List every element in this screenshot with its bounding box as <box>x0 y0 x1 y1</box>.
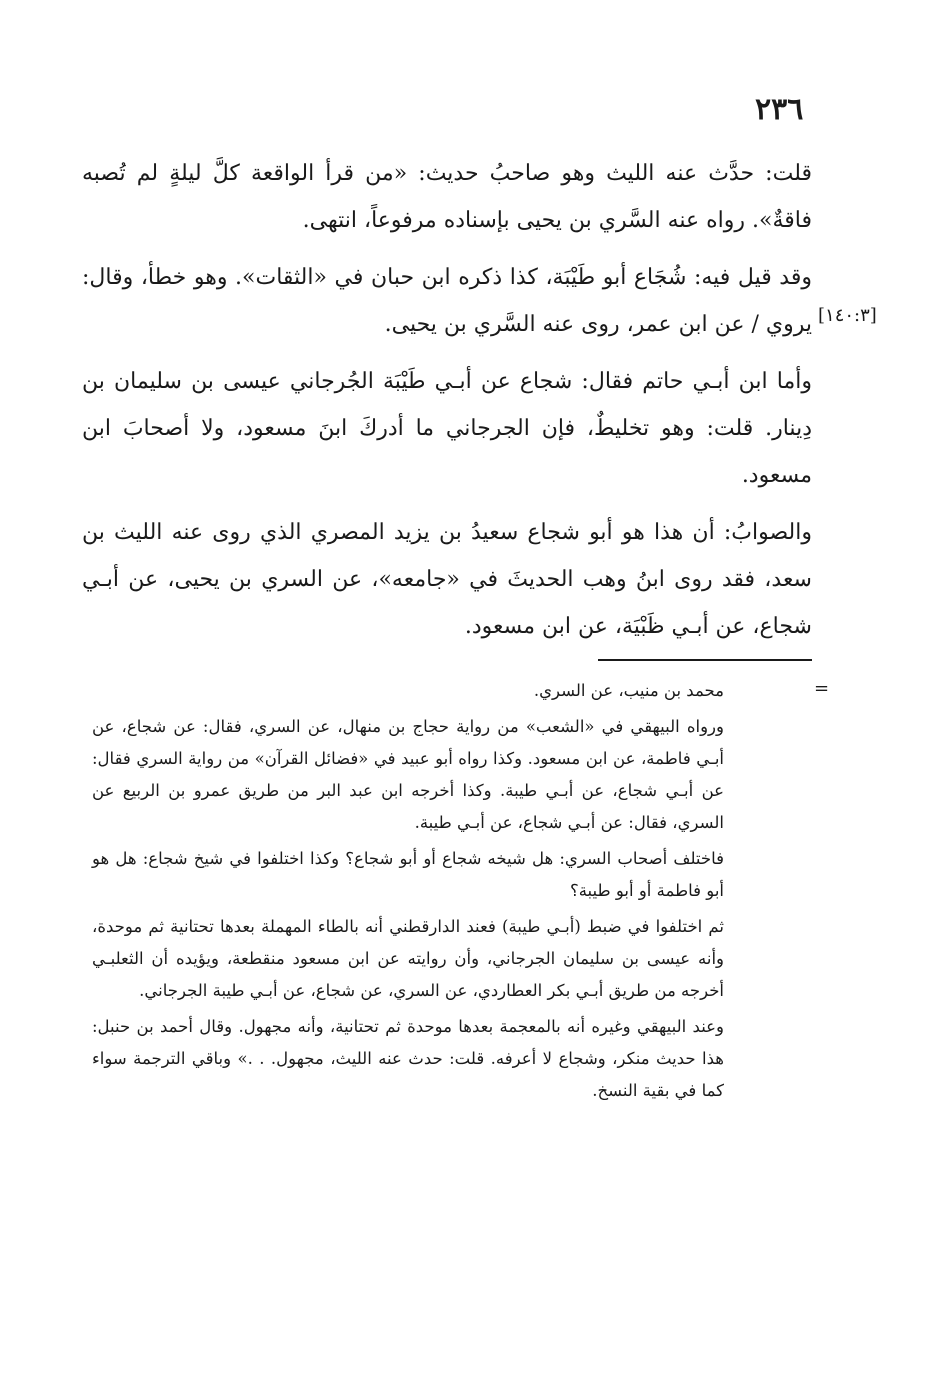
footnote-continuation-marker: = <box>814 678 830 699</box>
main-text <box>82 150 812 660</box>
footnote-paragraph: وعند البيهقي وغيره أنه بالمعجمة بعدها موحدة ثم تحتانية، وأنه مجهول. وقال أحمد بن حنبل: هذا حديث منكر، وشجاع لا أعرفه. قلت: حدث عنه الليث، مجهول. . .» وباقي الترجمة سواء كما في بقية النسخ. <box>92 1017 724 1100</box>
main-paragraph: قلت: حدَّث عنه الليث وهو صاحبُ حديث: «من قرأ الواقعة كلَّ ليلةٍ لم تُصبه فاقةٌ». رواه عنه السَّري بن يحيى بإسناده مرفوعاً، انتهى. <box>82 161 812 233</box>
footnote-paragraph: ورواه البيهقي في «الشعب» من رواية حجاج بن منهال، عن السري، فقال: عن شجاع، عن أبـي فاطمة، عن ابن مسعود. وكذا رواه أبو عبيد في «فضائل القرآن» من رواية السري فقال: عن أبـي شجاع، عن أبـي طيبة. وكذا أخرجه ابن عبد البر من طريق عمرو بن الربيع عن السري، فقال: عن أبـي شجاع، عن أبـي طيبة. <box>92 717 724 832</box>
main-paragraph: وأما ابن أبـي حاتم فقال: شجاع عن أبـي طَيْبَة الجُرجاني عيسى بن سليمان بن دِينار. قلت: وهو تخليطٌ، فإن الجرجاني ما أدركَ ابنَ مسعود، ولا أصحابَ ابن مسعود. <box>82 369 812 488</box>
margin-reference: [١٤٠:٣] <box>818 305 877 326</box>
footnote-paragraph: فاختلف أصحاب السري: هل شيخه شجاع أو أبو شجاع؟ وكذا اختلفوا في شيخ شجاع: هل هو أبو فاطمة أو أبو طيبة؟ <box>92 849 724 900</box>
main-paragraph: وقد قيل فيه: شُجَاع أبو طَيْبَة، كذا ذكره ابن حبان في «الثقات». وهو خطأ، وقال: يروي / عن ابن عمر، روى عنه السَّري بن يحيى. <box>82 265 812 337</box>
footnotes <box>92 675 724 1111</box>
footnote-separator <box>598 659 812 661</box>
footnote-paragraph: محمد بن منيب، عن السري. <box>533 681 724 700</box>
page-number: ٢٣٦ <box>755 92 804 127</box>
main-paragraph: والصوابُ: أن هذا هو أبو شجاع سعيدُ بن يزيد المصري الذي روى عنه الليث بن سعد، فقد روى ابنُ وهب الحديثَ في «جامعه»، عن السري بن يحيى، عن أبـي شجاع، عن أبـي ظَبْيَة، عن ابن مسعود. <box>82 520 812 639</box>
footnote-paragraph: ثم اختلفوا في ضبط (أبـي طيبة) فعند الدارقطني أنه بالطاء المهملة بعدها تحتانية ثم موحدة، وأنه عيسى بن سليمان الجرجاني، وأن روايته عن ابن مسعود منقطعة، ويؤيده أن الثعلبـي أخرجه من طريق أبـي بكر العطاردي، عن السري، عن شجاع، عن أبـي طيبة الجرجاني. <box>92 917 724 1000</box>
